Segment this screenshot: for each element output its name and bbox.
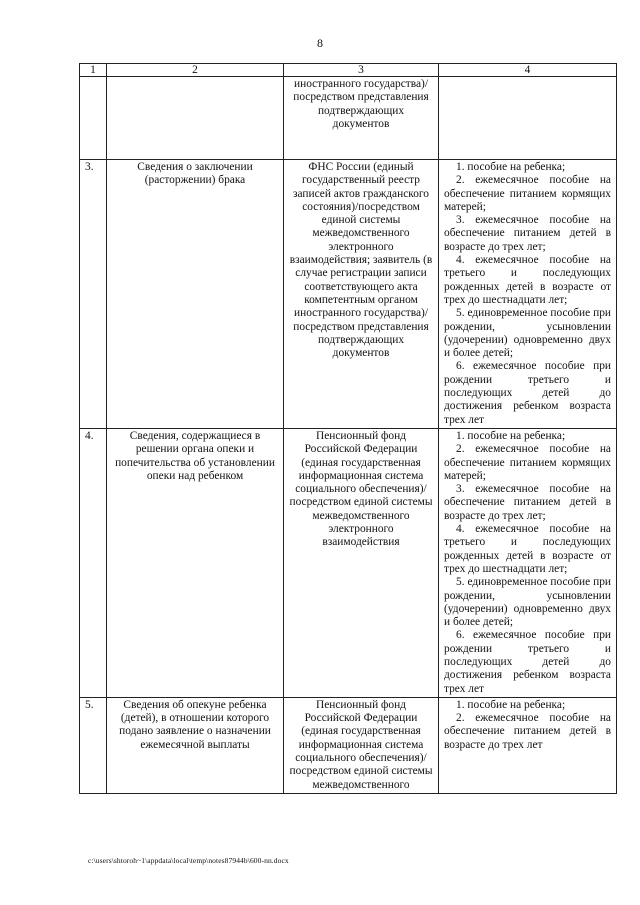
benefit-item: 3. ежемесячное пособие на обеспечение питанием детей в возрасте до трех лет; (444, 214, 611, 253)
source-cell: ФНС России (единый государственный реестр записей актов гражданского состояния)/посредством единой системы межведомственного электронного взаимодействия; заявитель (в случае регистрации записи соответствующего акта компетентным органом иностранного государства)/посредством представления подтверждающих документов (284, 160, 439, 429)
row-number: 5. (80, 697, 107, 793)
benefit-item: 6. ежемесячное пособие при рождении третьего и последующих детей до достижения ребенком возраста трех лет (444, 360, 611, 426)
file-path-footer: c:\users\shtoroh~1\appdata\local\temp\notes87944b\600-nn.docx (88, 856, 289, 865)
row-number-cell (80, 77, 107, 160)
benefits-cell (439, 77, 617, 160)
benefit-item: 2. ежемесячное пособие на обеспечение питанием кормящих матерей; (444, 174, 611, 213)
table-row (80, 428, 617, 697)
column-header-3: 3 (284, 64, 439, 77)
table-row (80, 697, 617, 793)
table-row-continuation (80, 77, 617, 160)
benefit-item: 5. единовременное пособие при рождении, усыновлении (удочерении) одновременно двух и более детей; (444, 307, 611, 360)
benefit-item: 6. ежемесячное пособие при рождении третьего и последующих детей до достижения ребенком возраста трех лет (444, 629, 611, 695)
benefit-item: 3. ежемесячное пособие на обеспечение питанием детей в возрасте до трех лет; (444, 483, 611, 522)
table-row (80, 160, 617, 429)
source-cell: Пенсионный фонд Российской Федерации (единая государственная информационная система социального обеспечения)/посредством единой системы межведомственного (284, 697, 439, 793)
info-cell: Сведения о заключении (расторжении) брака (107, 160, 284, 429)
benefit-item: 5. единовременное пособие при рождении, усыновлении (удочерении) одновременно двух и более детей; (444, 576, 611, 629)
column-header-2: 2 (107, 64, 284, 77)
page-number: 8 (317, 36, 323, 50)
info-cell: Сведения, содержащиеся в решении органа опеки и попечительства об установлении опеки над ребенком (107, 428, 284, 697)
column-header-1: 1 (80, 64, 107, 77)
source-cell: иностранного государства)/посредством представления подтверждающих документов (284, 77, 439, 160)
benefit-item: 4. ежемесячное пособие на третьего и последующих рожденных детей в возрасте от трех до шестнадцати лет; (444, 523, 611, 575)
row-number: 3. (80, 160, 107, 429)
document-table (79, 63, 617, 794)
benefit-item: 2. ежемесячное пособие на обеспечение питанием детей в возрасте до трех лет (444, 712, 611, 751)
benefit-item: 2. ежемесячное пособие на обеспечение питанием кормящих матерей; (444, 443, 611, 482)
info-cell: Сведения об опекуне ребенка (детей), в отношении которого подано заявление о назначении ежемесячной выплаты (107, 697, 284, 793)
benefit-item: 4. ежемесячное пособие на третьего и последующих рожденных детей в возрасте от трех до шестнадцати лет; (444, 254, 611, 306)
table-header-row (80, 64, 617, 77)
column-header-4: 4 (439, 64, 617, 77)
source-cell: Пенсионный фонд Российской Федерации (единая государственная информационная система социального обеспечения)/посредством единой системы межведомственного электронного взаимодействия (284, 428, 439, 697)
benefit-item: 1. пособие на ребенка; (456, 698, 566, 711)
benefits-cell (439, 697, 617, 793)
row-number: 4. (80, 428, 107, 697)
benefit-item: 1. пособие на ребенка; (456, 429, 566, 442)
benefits-cell (439, 160, 617, 429)
benefit-item: 1. пособие на ребенка; (456, 161, 566, 173)
info-cell (107, 77, 284, 160)
benefits-cell (439, 428, 617, 697)
